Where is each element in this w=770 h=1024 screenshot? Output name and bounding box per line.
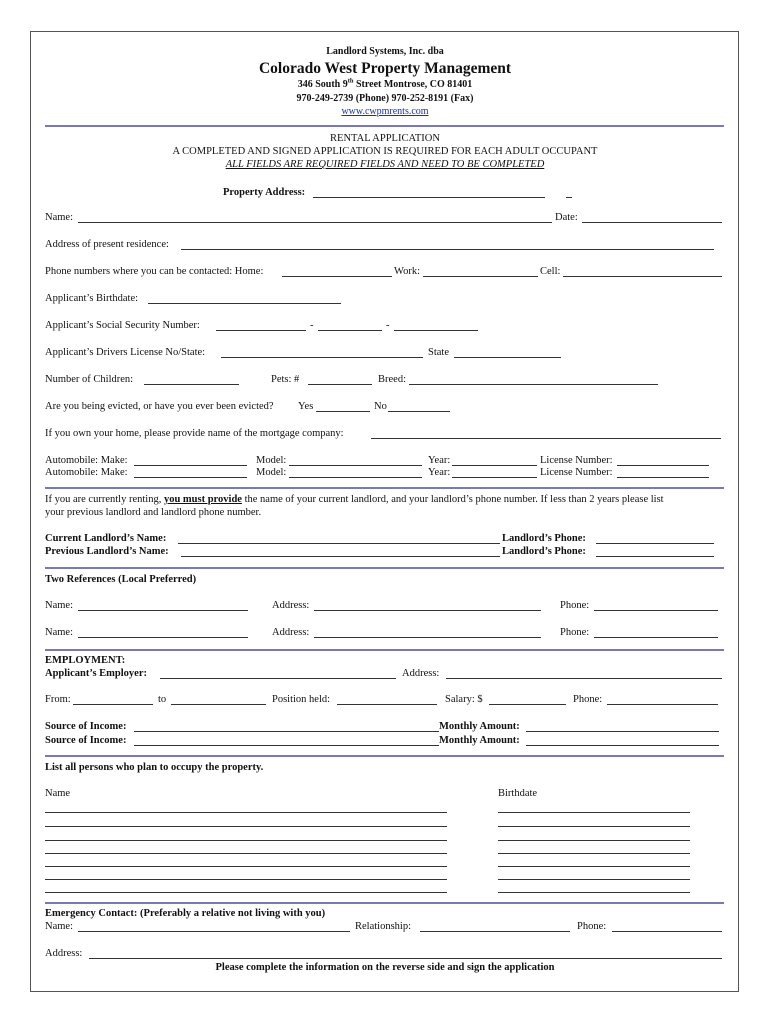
divider	[45, 125, 724, 127]
auto-model-label: Model:	[256, 467, 287, 478]
breed-label: Breed:	[378, 374, 406, 385]
ssn-dash: -	[386, 320, 390, 331]
emergency-address-label: Address:	[45, 948, 83, 959]
name-field[interactable]	[78, 222, 552, 223]
auto-license-label: License Number:	[540, 455, 613, 466]
children-label: Number of Children:	[45, 374, 134, 385]
salary-field[interactable]	[489, 704, 566, 705]
work-phone-label: Work:	[394, 266, 420, 277]
emergency-relationship-label: Relationship:	[355, 921, 411, 932]
current-landlord-phone-label: Landlord’s Phone:	[502, 533, 586, 544]
footer-note: Please complete the information on the reverse side and sign the application	[215, 962, 555, 973]
current-landlord-label: Current Landlord’s Name:	[45, 533, 167, 544]
website-container	[0, 106, 770, 118]
ssn-label: Applicant’s Social Security Number:	[45, 320, 200, 331]
website-link[interactable]: www.cwpmrents.com	[341, 106, 429, 117]
reference-address-label: Address:	[272, 627, 310, 638]
reference-address-field[interactable]	[314, 610, 541, 611]
divider	[45, 755, 724, 757]
auto-make-label: Automobile: Make:	[45, 455, 128, 466]
occupant-name-field[interactable]	[45, 812, 447, 813]
divider	[45, 487, 724, 489]
children-field[interactable]	[144, 384, 239, 385]
work-phone-field[interactable]	[423, 276, 538, 277]
mortgage-label: If you own your home, please provide name of the mortgage company:	[45, 428, 344, 439]
income-source-label: Source of Income:	[45, 721, 127, 732]
occupant-birthdate-field[interactable]	[498, 879, 690, 880]
title-note: ALL FIELDS ARE REQUIRED FIELDS AND NEED TO BE COMPLETED	[225, 159, 545, 170]
reference-phone-label: Phone:	[560, 627, 590, 638]
occupant-birthdate-column: Birthdate	[498, 788, 538, 799]
reference-phone-field[interactable]	[594, 637, 718, 638]
reference-name-label: Name:	[45, 600, 73, 611]
occupants-heading: List all persons who plan to occupy the property.	[45, 762, 264, 773]
date-field[interactable]	[582, 222, 722, 223]
auto-make-field[interactable]	[134, 465, 247, 466]
renting-instructions: If you are currently renting, you must provide the name of your current landlord, and your landlord’s phone number. If less than 2 years please list	[45, 494, 664, 505]
employment-from-field[interactable]	[73, 704, 153, 705]
reference-phone-label: Phone:	[560, 600, 590, 611]
mortgage-field[interactable]	[371, 438, 721, 439]
evicted-yes-label: Yes	[298, 401, 314, 412]
ssn-field-3[interactable]	[394, 330, 478, 331]
previous-landlord-label: Previous Landlord’s Name:	[45, 546, 169, 557]
company-address: 346 South 9th Street Montrose, CO 81401	[297, 77, 473, 90]
occupant-name-field[interactable]	[45, 892, 447, 893]
auto-model-field[interactable]	[289, 465, 422, 466]
renting-instructions-line2: your previous landlord and landlord phone number.	[45, 507, 262, 518]
auto-license-field[interactable]	[617, 477, 709, 478]
employment-heading: EMPLOYMENT:	[45, 655, 126, 666]
occupant-birthdate-field[interactable]	[498, 853, 690, 854]
company-phones: 970-249-2739 (Phone) 970-252-8191 (Fax)	[296, 93, 474, 104]
monthly-amount-field[interactable]	[526, 731, 719, 732]
employment-to-field[interactable]	[171, 704, 266, 705]
occupant-name-field[interactable]	[45, 840, 447, 841]
income-source-label: Source of Income:	[45, 735, 127, 746]
employer-phone-label: Phone:	[573, 694, 603, 705]
reference-name-field[interactable]	[78, 637, 248, 638]
home-phone-label: Phone numbers where you can be contacted: Home:	[45, 266, 264, 277]
occupant-birthdate-field[interactable]	[498, 866, 690, 867]
title-requirement: A COMPLETED AND SIGNED APPLICATION IS REQUIRED FOR EACH ADULT OCCUPANT	[172, 146, 598, 157]
evicted-no-label: No	[374, 401, 387, 412]
cell-phone-label: Cell:	[540, 266, 561, 277]
title-heading: RENTAL APPLICATION	[330, 133, 440, 144]
license-field[interactable]	[221, 357, 423, 358]
employment-to-label: to	[158, 694, 167, 705]
ssn-dash: -	[310, 320, 314, 331]
current-landlord-field[interactable]	[178, 543, 500, 544]
emergency-phone-field[interactable]	[612, 931, 722, 932]
auto-year-label: Year:	[428, 455, 451, 466]
income-source-field[interactable]	[134, 745, 439, 746]
property-address-field[interactable]	[313, 197, 545, 198]
name-label: Name:	[45, 212, 73, 223]
evicted-yes-field[interactable]	[316, 411, 370, 412]
auto-year-field[interactable]	[452, 477, 537, 478]
position-label: Position held:	[272, 694, 331, 705]
residence-field[interactable]	[181, 249, 714, 250]
occupant-name-field[interactable]	[45, 879, 447, 880]
residence-label: Address of present residence:	[45, 239, 169, 250]
license-state-field[interactable]	[454, 357, 561, 358]
company-name: Colorado West Property Management	[258, 60, 512, 77]
monthly-amount-label: Monthly Amount:	[439, 735, 520, 746]
reference-phone-field[interactable]	[594, 610, 718, 611]
emergency-heading: Emergency Contact: (Preferably a relative not living with you)	[45, 908, 326, 919]
emergency-address-field[interactable]	[89, 958, 722, 959]
income-source-field[interactable]	[134, 731, 439, 732]
auto-make-field[interactable]	[134, 477, 247, 478]
employment-from-label: From:	[45, 694, 71, 705]
emergency-name-label: Name:	[45, 921, 73, 932]
pets-label: Pets: #	[271, 374, 300, 385]
previous-landlord-field[interactable]	[181, 556, 500, 557]
auto-model-field[interactable]	[289, 477, 422, 478]
license-label: Applicant’s Drivers License No/State:	[45, 347, 206, 358]
reference-address-label: Address:	[272, 600, 310, 611]
monthly-amount-field[interactable]	[526, 745, 719, 746]
salary-label: Salary: $	[445, 694, 483, 705]
position-field[interactable]	[337, 704, 437, 705]
current-landlord-phone-field[interactable]	[596, 543, 714, 544]
auto-license-label: License Number:	[540, 467, 613, 478]
employer-field[interactable]	[160, 678, 396, 679]
company-line: Landlord Systems, Inc. dba	[326, 46, 444, 57]
pets-field[interactable]	[308, 384, 372, 385]
date-label: Date:	[555, 212, 578, 223]
license-state-label: State	[428, 347, 449, 358]
divider	[45, 649, 724, 651]
evicted-no-field[interactable]	[388, 411, 450, 412]
reference-address-field[interactable]	[314, 637, 541, 638]
employer-label: Applicant’s Employer:	[45, 668, 147, 679]
divider	[45, 902, 724, 904]
emergency-name-field[interactable]	[78, 931, 350, 932]
ssn-field-2[interactable]	[318, 330, 382, 331]
home-phone-field[interactable]	[282, 276, 392, 277]
ssn-field-1[interactable]	[216, 330, 306, 331]
occupant-name-field[interactable]	[45, 866, 447, 867]
occupant-birthdate-field[interactable]	[498, 840, 690, 841]
occupant-name-field[interactable]	[45, 826, 447, 827]
occupant-birthdate-field[interactable]	[498, 812, 690, 813]
auto-model-label: Model:	[256, 455, 287, 466]
reference-name-field[interactable]	[78, 610, 248, 611]
auto-license-field[interactable]	[617, 465, 709, 466]
employer-address-field[interactable]	[446, 678, 722, 679]
occupant-birthdate-field[interactable]	[498, 892, 690, 893]
auto-make-label: Automobile: Make:	[45, 467, 128, 478]
evicted-label: Are you being evicted, or have you ever been evicted?	[45, 401, 274, 412]
reference-name-label: Name:	[45, 627, 73, 638]
auto-year-label: Year:	[428, 467, 451, 478]
occupant-birthdate-field[interactable]	[498, 826, 690, 827]
previous-landlord-phone-field[interactable]	[596, 556, 714, 557]
emergency-phone-label: Phone:	[577, 921, 607, 932]
employer-address-label: Address:	[402, 668, 440, 679]
birthdate-label: Applicant’s Birthdate:	[45, 293, 139, 304]
previous-landlord-phone-label: Landlord’s Phone:	[502, 546, 586, 557]
occupant-name-field[interactable]	[45, 853, 447, 854]
birthdate-field[interactable]	[148, 303, 341, 304]
breed-field[interactable]	[409, 384, 658, 385]
auto-year-field[interactable]	[452, 465, 537, 466]
emergency-relationship-field[interactable]	[420, 931, 570, 932]
monthly-amount-label: Monthly Amount:	[439, 721, 520, 732]
property-address-label: Property Address:	[223, 187, 306, 198]
references-heading: Two References (Local Preferred)	[45, 574, 197, 585]
employer-phone-field[interactable]	[607, 704, 718, 705]
occupant-name-column: Name	[45, 788, 71, 799]
divider	[45, 567, 724, 569]
underline	[566, 197, 572, 198]
cell-phone-field[interactable]	[563, 276, 722, 277]
